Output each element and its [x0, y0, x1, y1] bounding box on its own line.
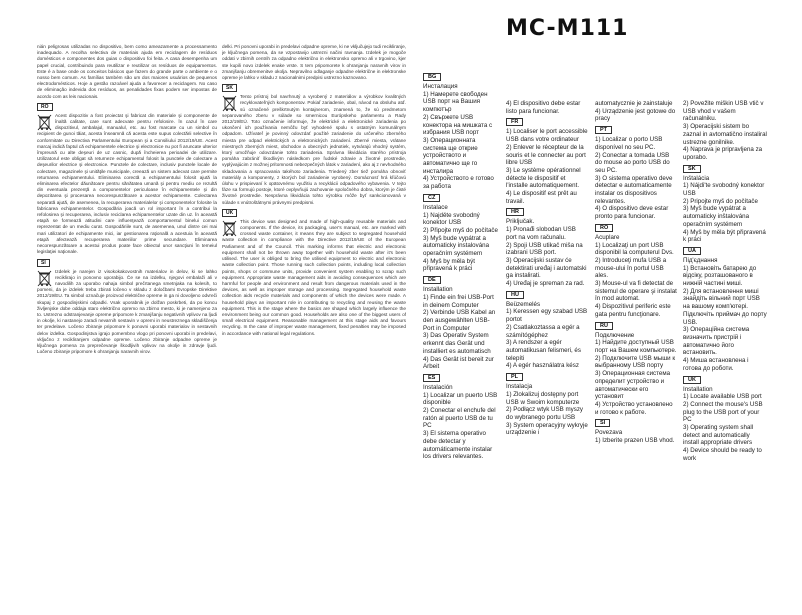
- install-text-ro: Acuplare 1) Localizaţi un port USB disponibil la computerul Dvs. 2) Introduceţi mufa USB a mouse-ului în portul USB ales. 3) Mouse-ul va fi detectat de sistemul de operare şi instalat în mod automat. 4) Dispozitivul periferic este gata pentru funcţionare.: [595, 233, 677, 318]
- language-tag-cz: CZ: [423, 194, 440, 202]
- install-text-ua: Під'єднання 1) Встановіть батарею до відсіку, розташованого в нижній частині миші. 2) Для встановлення миші знайдіть вільний порт USB на вашому комп'ютері. Підключіть приймач до порту USB. 3) Операційна система визначить пристрій і автоматично його встановить. 4) Миша встановлена і готова до роботи.: [683, 256, 767, 372]
- install-text-cz: Instalace 1) Najděte svobodný konektor USB 2) Připojte myš do počítače 3) Myš bude vypátrat a automaticky instalována operačním systémem 4) Myš by měla být připravená k práci: [423, 203, 498, 273]
- install-text-es-end: 4) El dispositivo debe estar listo para funcionar.: [506, 100, 581, 115]
- weee-section-uk: [222, 219, 406, 337]
- language-tag-ua: UA: [683, 247, 701, 255]
- language-tag-pt: PT: [595, 126, 612, 134]
- language-tag-es: ES: [423, 374, 440, 382]
- language-tag-pl: PL: [506, 373, 523, 381]
- language-tag-hr: HR: [506, 208, 524, 216]
- install-text-uk: Installation 1) Locate available USB port 2) Connect the mouse's USB plug to the USB port of your PC 3) Operating system shall detect and automatically install appropriate drivers 4) Device should be ready to work: [683, 385, 763, 462]
- weee-intro-text-mid: delki. Pri ponovni uporabi in predelavi odpadne opreme, ki ne vključujejo tudi recikliranje, je ključnega pomena, da se vzpostavijo ustrezni načini ravnanja. Izdelek je mogoče oddati v zbirnih centrih za odpadno električno in elektronsko opremo ali v trgovino, kjer ste kupili novo izdelek enake vrste. S tem pripomorete k ohranjanju naravnih virov in zmanjšanju obremenitve okolja. Nepravilno odlaganje odpadne električne in elektronske opreme je lahko v skladu z nacionalnimi predpisi ustrezno kaznovano.: [222, 44, 406, 81]
- weee-text-uk: This device was designed and made of high-quality reusable materials and components. If the device, its packaging, user's manual, etc. are marked with crossed waste container, it means they are subject to segregated household waste collection in compliance with the Directive 2012/19/UE of the European Parliament and of the Council. This marking informs that electric and electronic equipment shall not be thrown away together with household waste after it's been utilised. The user is obliged to bring the utilised equipment to electric and electronic waste collection point. Those running such collection points, including local collection points, shops or commune units, provide convenient system enabling to scrap such equipment. Appropriate waste management aids in avoiding consequences which are harmful for people and environment and result from dangerous materials used in the devices, as well as improper storage and processing. Segregated household waste collection aids recycle materials and components of which the devices were made. A household plays an important role in contributing to recycling and reusing the waste equipment. This is the stage where the basics are shaped which largely influence the environment being our common good. Households are also one of the biggest users of small electrical equipment. Reasonable management at this stage aids and favours recycling. In the case of improper waste management, fixed penalties may be imposed in accordance with national legal regulations.: [222, 218, 406, 336]
- install-text-bg: Инсталация 1) Намерете свободен USB порт на Вашия компютър 2) Свържете USB конектора на мишката с избрания USB порт 3) Операционната система ще открие устройството и автоматично ще го инсталира 4) Устройството е готово за работа: [423, 83, 494, 191]
- install-text-hr: Priključak. 1) Pronađi slobodan USB port na vom računalu. 2) Spoji USB utikač miša na izabrani USB port. 3) Operacijski sustav će detektirati uređaj i automatski ga instalirati. 4) Uređaj je spreman za rad.: [506, 218, 587, 288]
- language-tag-ro-install: RO: [595, 224, 613, 232]
- install-text-fr: 1) Localiser le port accessible USB dans votre ordinateur 2) Enlever le récepteur de la souris et le connecter au port libre USB 3) Le système opérationnel détecte le dispositif et l'installe automatiquement. 4) Le dispositif est prêt au travail.: [506, 128, 588, 205]
- install-text-pl: Instalacja 1) Zlokalizuj dostępny port USB w Swoim komputerze 2) Podłącz wtyk USB myszy do wybranego portu USB 3) System operacyjny wykryje urządzenie i: [506, 383, 588, 437]
- install-text-si: Povezava 1) Izberite prazen USB vhod.: [595, 429, 675, 445]
- crossed-bin-icon: [37, 114, 52, 131]
- install-text-pl-end: automatycznie je zainstaluje 4) Urządzenie jest gotowe do pracy: [595, 100, 676, 123]
- install-text-hu: Beüzemelés 1) Keressen egy szabad USB portot 2) Csatlakoztassa a egér a számítógéphez 3) A rendszer a egér automatikusan felismeri, és telepíti 4) A egér használatra kész: [506, 300, 588, 370]
- weee-text-ro: Acest dispozitiv a fost proiectat şi fabricat din materiale şi componente de înaltă calitate, care sunt adecvate pentru refolosire. În cazul în care dispozitivul, ambalajul, manualul, etc. au fost marcate cu un simbol cu recipient de gunoi tăiat, acesta înseamnă că acesta este supus colectării selective în conformitate cu Directiva Parlamentului European şi a Consiliului 2012/19/UE. Acest marcaj indică faptul că echipamentele electrice şi electronice nu pot fi aruncate ulterior împreună cu alte deşeuri de uz casnic, după încheierea perioadei de utilizare. Utilizatorul este obligat să returneze echipamentul folosit la punctele de colectare a deşeurilor electrice şi electronice. Punctele de colectare, inclusiv punctele locale de colectare, magazinele şi unităţile municipale, creează un sistem adecvat care permite returnarea echipamentului. Eliminarea corectă a echipamentului folosit ajută la eliminarea efectelor dăunătoare pentru sănătatea umană şi pentru mediu ce rezultă din eventuala prezenţă a componentelor periculoase în echipamentele şi din depozitarea şi procesarea necorespunzătoare a acestor echipamente. Colectarea separată ajută, de asemenea, la recuperarea materialelor şi componentelor folosite la fabricarea echipamentelor. Gospodăria joacă un rol important în a contribui la refolosirea şi recuperarea, inclusiv reciclarea echipamentelor uzate din uz. În această etapă se formează atitudini care influenţează comportamentul binelui comun reprezentat de un mediu curat. Gospodăriile sunt, de asemenea, unul dintre cei mai mari utilizatori de echipamente mici, iar gestionarea raţională a acestuia în această etapă afectează recuperarea materiilor prime secundare. Eliminarea necorespunzătoare a acestui produs poate face obiectul unor sancţiuni în temeiul legislaţiei naţionale.: [37, 112, 217, 255]
- crossed-bin-icon: [222, 95, 237, 112]
- language-tag-de: DE: [423, 276, 441, 284]
- weee-intro-text: nián peligrosas utilizadas no dispositivo, bem como ameazamente a processamento inadequado. A recolha selectiva de materiais ajuda em reciclagem de resíduos domésticos e componentes dos guias o dispositivo foi feita. A casa desempenha um papel crucial, contribuindo para reutilizar e reutilizar os resíduos de equipamentos. Este é a base onde os conceitos básicos que fazem do grande parte o ambiente e o nosso bem comum. As famílias também são um dos maiores usuários de pequenos electrodomésticos. Hoje a gestão razoável ajuda a favorecer a reciclagem. No caso de eliminação indevida dos resíduos, as penalidades fixas podem ser impostas de acordo com as leis nacionais.: [37, 44, 217, 99]
- language-tag-uk-install: UK: [683, 376, 701, 384]
- language-tag-bg: BG: [423, 73, 441, 81]
- weee-column-middle: [222, 44, 406, 604]
- install-text-si-end: 2) Povežite miškin USB vtič v USB vhod v vašem računalniku. 3) Operacijski sistem bo zaznal in avtomatično instaliral ustrezne gonilnike. 4) Naprava je pripravljena za uporabo.: [683, 100, 767, 161]
- language-tag-sk-install: SK: [683, 165, 701, 173]
- install-text-de: Installation 1) Finde ein frei USB-Port in deinem Computer 2) Verbinde USB Kabel an den ausgewählten USB-Port in Computer 3) Das Operativ System erkennt das Gerät und installiert es automatisch 4) Das Gerät ist bereit zur Arbeit: [423, 286, 496, 371]
- install-column-3: [595, 100, 677, 610]
- language-tag-si-install: SI: [595, 419, 610, 427]
- weee-text-si: Izdelek je narejen iz visokokakovostnih materialov in delov, ki se lahko reciklirajo in ponovno uporabijo. Če se na izdelku, njegovi embalaži ali v navodilih za uporabo nahaja simbol prečrtanega smetnjaka na kolesih, to pomeni, da je izdelek treba zbirati ločeno v skladu z določbami Evropske Direktive 2012/19/EU. Ta simbol označuje proizvod električne opreme in ga ni dovoljeno odvreči skupaj z gospodinjskimi odpadki. Vsak uporabnik je dolžan poskrbeti, da po koncu življenjske dobe oddaja staro električno opremo na zbirno mesto, ki je namenjeno za to. Ustrezno odstranjevanje opreme pripomore k zmanjšanju negativnih vplivov na ljudi in okolje, ki nastanejo zaradi nevarnih sestavin v opremi in neustreznega skladiščenja ter predelave. Ločeno zbiranje pripomore k ponovni uporabi materialov in sestavnih delov izdelka. Gospodinjstva igrajo pomembno vlogo pri ponovni uporabi in predelavi, vključno z recikliranjem odpadne opreme. Ločeno zbiranje odpadne opreme je ključnega pomena za preprečevanje škodljivih vplivov na okolje in zdravje ljudi. Ločeno zbiranje pripomore k ohranjanju naravnih virov.: [37, 268, 217, 355]
- weee-section-ro: [37, 113, 217, 256]
- language-tag-uk: UK: [222, 209, 237, 217]
- weee-section-si: [37, 269, 217, 356]
- weee-text-sk: Tento prístroj bol navrhnutý a vyrobený z materiálov a výrobkov kvalitných recyklovateľných komponentov. Pokiaľ zariadenie, obal, návod na obsluhu atď. sú označené preškrtnutým kontajnerom, znamená to, že sú predmetom separovaného zberu v súlade so smernicou Európskeho parlamentu a Rady 2012/19/EÚ. Toto označenie informuje, že elektrické a elektronické zariadenia po ukončení ich používania nemôžu byť vyhodené spolu s ostatným komunálnym odpadom. Užívateľ je povinný odovzdať použité zariadenie do určeného zberného miesta pre odpad elektrických a elektronických zariadení. Zberné miesta, vrátane miestnych zberných miest, obchodov a obecných jednotiek, vytvárajú vhodný systém, ktorý umožňuje odovzdanie tohto zariadenia. Správna likvidácia starého prístroja pomáha zabrániť škodlivým následkom pre ľudské zdravie a životné prostredie, vyplývajúcim z možnej prítomnosti nebezpečných látok v zariadení, ako aj z nevhodného skladovania a spracovania takéhoto zariadenia. Triedený zber tiež pomáha obnoviť materiály a komponenty, z ktorých bol zariadenie vyrobený. Domácnosť hrá kľúčovú úlohu v prispievaní k opätovnému využitiu a recyklácii odpadového vybavenia. V tejto fáze sa formujú postoje, ktoré ovplyvňujú zachovanie spoločného dobra, ktorým je čisté životné prostredie. Nesprávna likvidácia tohto výrobku môže byť sankcionovaná v súlade s vnútroštátnymi právnymi predpismi.: [222, 94, 406, 205]
- crossed-bin-icon: [37, 270, 52, 287]
- language-tag-sk: SK: [222, 84, 237, 92]
- product-model-title: MC-M111: [506, 16, 629, 41]
- language-tag-hu: HU: [506, 291, 524, 299]
- language-tag-fr: FR: [506, 118, 523, 126]
- crossed-bin-icon: [222, 220, 237, 237]
- install-text-es: Instalación 1) Localizar un puerto USB disponible 2) Conectar el enchufe del ratón al puerto USB de tu PC 3) El sistema operativo debe detectar y automáticamente instalar los drivers relevantes.: [423, 383, 498, 461]
- install-text-pt: 1) Localizar o porto USB disponível no seu PC. 2) Conectar a tomada USB do mouse ao porto USB do seu PC. 3) O sistema operativo deve detectar e automaticamente instalar os dispositivos relevantes. 4) O dispositivo deve estar pronto para funcionar.: [595, 136, 673, 221]
- install-column-2: [506, 100, 588, 610]
- language-tag-ro: RO: [37, 103, 53, 111]
- install-column-1: [423, 70, 499, 610]
- language-tag-ru: RU: [595, 322, 613, 330]
- install-text-sk: Inštalácia 1) Nájdi'te svobodný konektor USB 2) Pripojte myš do počítače 3) Myš bude vypátrat a automaticky inštalována operačním systémem 4) Myš by měla být připravená k práci: [683, 174, 766, 244]
- weee-section-sk: [222, 94, 406, 206]
- install-text-ru: Подключение 1) Найдите доступный USB порт на Вашем компьютере. 2) Подключите USB мыши к выбранному USB порту 3) Операционная система определит устройство и автоматически его установит 4) Устройство установлено и готово к работе.: [595, 331, 677, 416]
- weee-column-left: [37, 44, 217, 604]
- install-column-4: [683, 100, 767, 610]
- language-tag-si: SI: [37, 259, 50, 267]
